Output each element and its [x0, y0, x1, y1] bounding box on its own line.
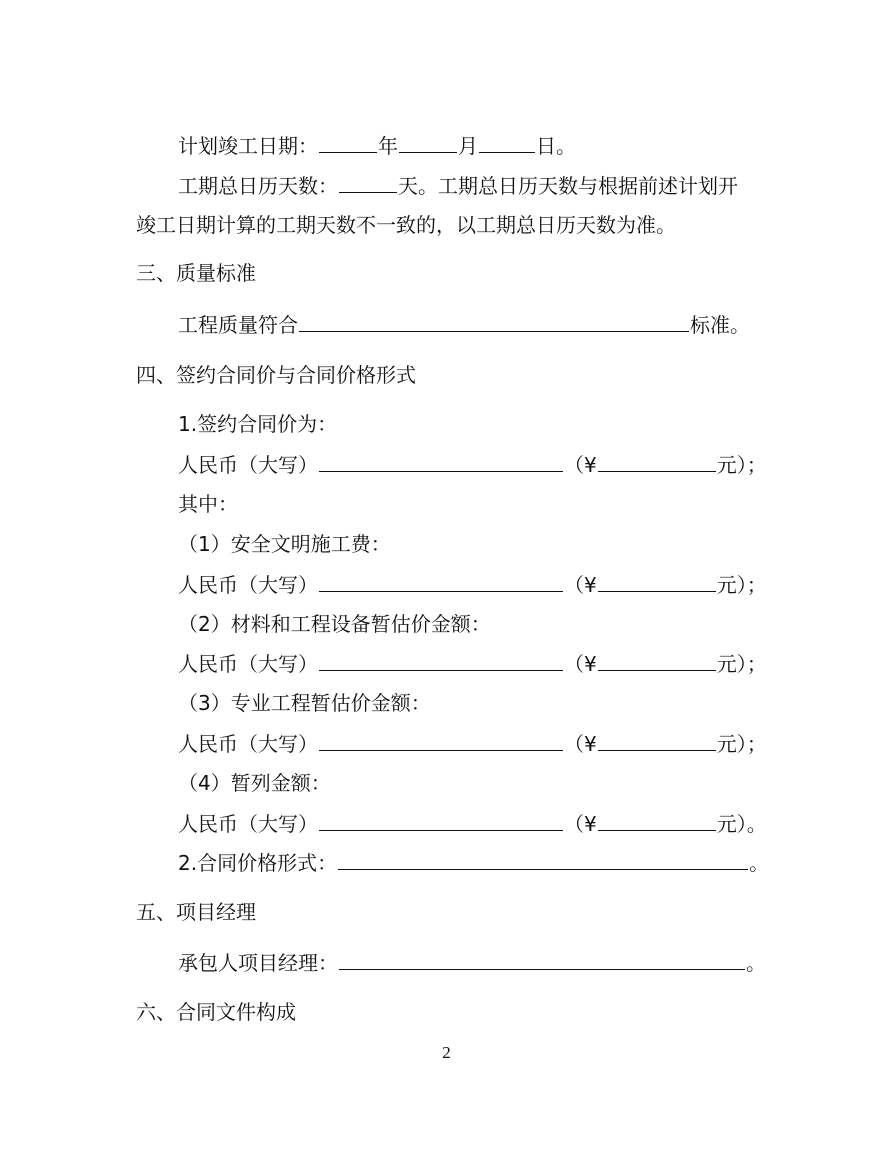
quality-suffix: 标准。 — [690, 313, 750, 337]
rmb-uppercase-blank[interactable] — [319, 646, 563, 671]
contract-price-form-end: 。 — [749, 851, 770, 875]
yen-label: （¥ — [564, 732, 597, 756]
provisional-sum-heading: （4）暂列金额： — [178, 771, 331, 795]
yen-label: （¥ — [564, 573, 597, 597]
year-blank[interactable] — [319, 128, 377, 153]
rmb-uppercase-blank[interactable] — [319, 726, 563, 751]
project-manager-blank[interactable] — [339, 945, 745, 970]
yen-amount-blank[interactable] — [598, 806, 716, 831]
month-blank[interactable] — [399, 128, 457, 153]
section-6-title: 六、合同文件构成 — [136, 1000, 296, 1024]
yuan-end: 元）； — [716, 573, 767, 597]
total-days-label: 工期总日历天数： — [178, 174, 338, 198]
yen-label: （¥ — [564, 652, 597, 676]
planned-completion-date-line — [178, 128, 576, 162]
section-4-title: 四、签约合同价与合同价格形式 — [136, 363, 416, 387]
yen-amount-blank[interactable] — [598, 646, 716, 671]
provisional-sum-amount-line — [178, 806, 767, 840]
contract-price-amount-line — [178, 447, 767, 481]
rmb-uppercase-label: 人民币（大写） — [178, 732, 318, 756]
total-days-text: 天。工期总日历天数与根据前述计划开 — [398, 174, 738, 198]
section-5-title: 五、项目经理 — [136, 900, 256, 924]
day-label: 日。 — [536, 134, 576, 158]
yen-amount-blank[interactable] — [598, 447, 716, 472]
duration-note-line: 竣工日期计算的工期天数不一致的，以工期总日历天数为准。 — [136, 213, 676, 237]
contract-price-form-blank[interactable] — [338, 845, 748, 870]
yuan-end: 元）； — [716, 453, 767, 477]
month-label: 月 — [458, 134, 478, 158]
days-blank[interactable] — [339, 168, 397, 193]
rmb-uppercase-label: 人民币（大写） — [178, 453, 318, 477]
rmb-uppercase-label: 人民币（大写） — [178, 812, 318, 836]
quality-standard-blank[interactable] — [299, 307, 689, 332]
rmb-uppercase-label: 人民币（大写） — [178, 652, 318, 676]
of-which-label: 其中： — [178, 492, 238, 516]
rmb-uppercase-blank[interactable] — [319, 447, 563, 472]
section-3-title: 三、质量标准 — [136, 261, 256, 285]
safety-fee-amount-line — [178, 567, 767, 601]
yen-amount-blank[interactable] — [598, 567, 716, 592]
yen-label: （¥ — [564, 812, 597, 836]
rmb-uppercase-blank[interactable] — [319, 567, 563, 592]
professional-works-estimate-amount-line — [178, 726, 767, 760]
yuan-end: 元）。 — [716, 812, 767, 836]
project-manager-line — [178, 945, 766, 979]
materials-estimate-amount-line — [178, 646, 767, 680]
day-blank[interactable] — [479, 128, 535, 153]
materials-estimate-heading: （2）材料和工程设备暂估价金额： — [178, 612, 491, 636]
contract-price-form-label: 2.合同价格形式： — [178, 851, 338, 875]
total-calendar-days-line — [178, 168, 738, 202]
project-manager-end: 。 — [746, 951, 766, 975]
yen-amount-blank[interactable] — [598, 726, 716, 751]
contract-price-form-line — [178, 845, 769, 879]
planned-completion-label: 计划竣工日期： — [178, 134, 318, 158]
yuan-end: 元）； — [716, 732, 767, 756]
quality-standard-line — [178, 307, 750, 341]
contract-price-heading: 1.签约合同价为： — [178, 412, 338, 436]
page-number: 2 — [442, 1043, 451, 1062]
quality-prefix: 工程质量符合 — [178, 313, 298, 337]
yuan-end: 元）； — [716, 652, 767, 676]
project-manager-label: 承包人项目经理： — [178, 951, 338, 975]
professional-works-estimate-heading: （3）专业工程暂估价金额： — [178, 691, 431, 715]
rmb-uppercase-blank[interactable] — [319, 806, 563, 831]
rmb-uppercase-label: 人民币（大写） — [178, 573, 318, 597]
yen-label: （¥ — [564, 453, 597, 477]
safety-fee-heading: （1）安全文明施工费： — [178, 532, 391, 556]
year-label: 年 — [378, 134, 398, 158]
